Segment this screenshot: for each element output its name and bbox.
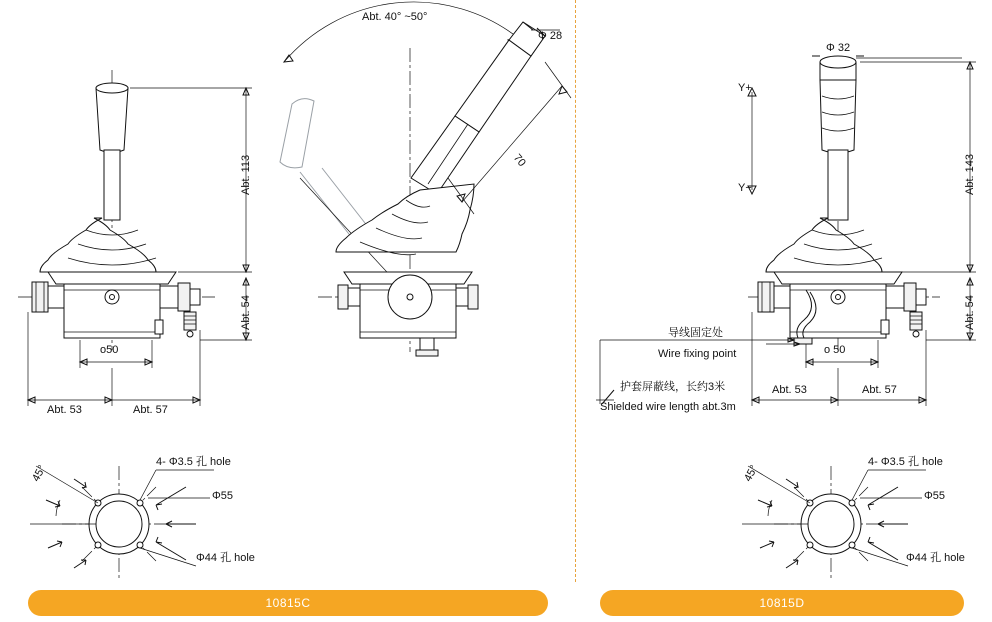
right-dim-left: Abt. 53 <box>772 384 807 396</box>
right-dim-bore: o 50 <box>824 344 846 356</box>
center-lever-length: 70 <box>510 152 528 170</box>
bl-outer-dia: Φ55 <box>212 490 234 502</box>
center-angle-label: Abt. 40° ~50° <box>362 11 428 23</box>
right-dim-total-height: Abt. 143 <box>964 154 976 195</box>
left-dim-total-height: Abt. 113 <box>240 154 252 195</box>
br-inner-dia: Φ44 孔 hole <box>906 552 965 564</box>
shielded-wire-en: Shielded wire length abt.3m <box>600 401 736 413</box>
right-handle-dia: Φ 32 <box>826 42 851 54</box>
caption-right-model: 10815D <box>600 590 964 616</box>
br-hole-spec: 4- Φ3.5 孔 hole <box>868 456 943 468</box>
br-outer-dia: Φ55 <box>924 490 946 502</box>
left-dim-body-height: Abt. 54 <box>240 295 252 330</box>
bl-inner-dia: Φ44 孔 hole <box>196 552 255 564</box>
right-dim-body-height: Abt. 54 <box>964 295 976 330</box>
right-axis-minus: Y− <box>738 182 752 194</box>
br-angle-45: 45° <box>742 463 761 484</box>
caption-left-model: 10815C <box>28 590 548 616</box>
center-lever-dia: Φ 28 <box>538 30 563 42</box>
left-dim-right: Abt. 57 <box>133 404 168 416</box>
shielded-wire-cn: 护套屏蔽线，长约3米 <box>620 381 726 393</box>
wire-fixing-point-cn: 导线固定处 <box>668 327 723 339</box>
wire-fixing-point-en: Wire fixing point <box>658 348 737 360</box>
bl-hole-spec: 4- Φ3.5 孔 hole <box>156 456 231 468</box>
bl-angle-45: 45° <box>30 463 49 484</box>
right-axis-plus: Y+ <box>738 82 752 94</box>
left-dim-bore: o50 <box>100 344 119 356</box>
right-dim-right: Abt. 57 <box>862 384 897 396</box>
left-dim-left: Abt. 53 <box>47 404 82 416</box>
